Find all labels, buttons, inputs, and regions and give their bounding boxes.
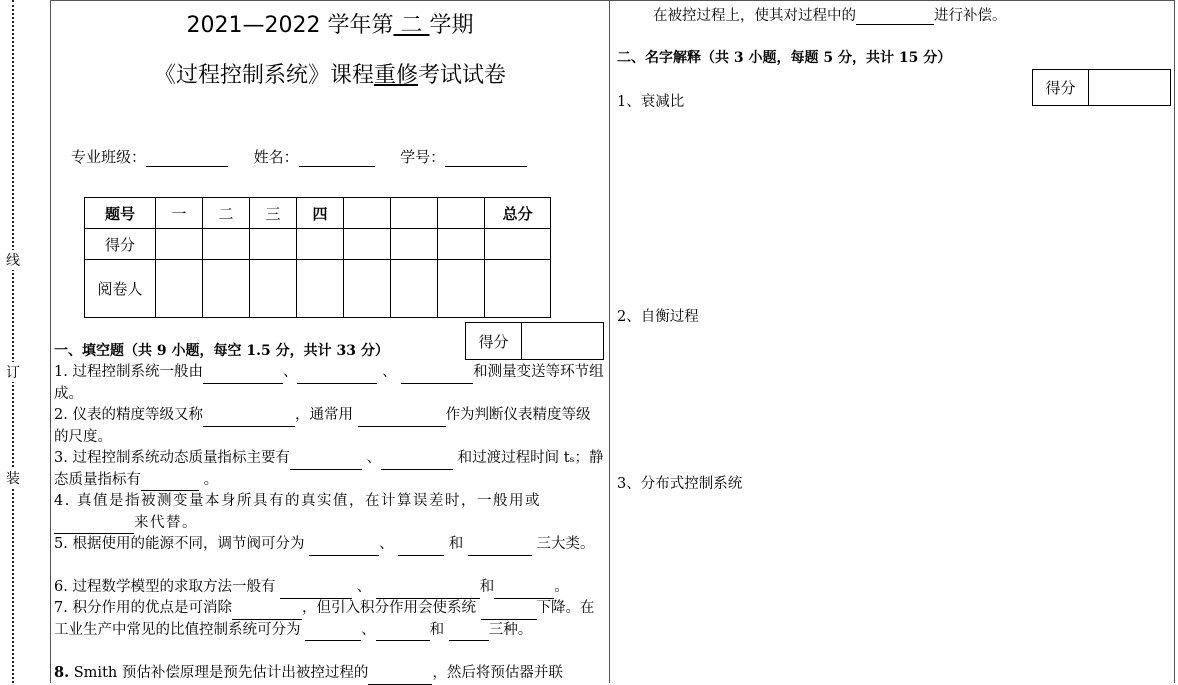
student-id-blank[interactable] [445, 151, 527, 167]
score-table-score-row: 得分 [85, 229, 551, 260]
student-id-label: 学号： [400, 148, 446, 166]
question-2: 2. 仪表的精度等级又称 ，通常用 作为判断仪表精度等级的尺度。 [54, 407, 591, 445]
section2-score-box [1032, 69, 1171, 106]
section2-score-value[interactable] [1089, 70, 1170, 105]
term-item-2: 2、自衡过程 [617, 309, 699, 325]
score-table-grader-row: 阅卷人 [85, 260, 551, 318]
question-8: 8. Smith 预估补偿原理是预先估计出被控过程的 ，然后将预估器并联 [54, 662, 604, 685]
student-info-line [71, 146, 527, 167]
right-column [609, 0, 1175, 683]
question-8-continuation: 在被控过程上，使其对过程中的 进行补偿。 [653, 8, 1007, 24]
major-label: 专业班级： [71, 148, 147, 166]
question-6: 6. 过程数学模型的求取方法一般有 、 和 。 [54, 577, 604, 599]
binding-label-xian: 线 [6, 250, 20, 270]
exam-year-title: 2021—2022 学年第 二 学期 [186, 13, 474, 38]
major-blank[interactable] [146, 151, 228, 167]
question-7: 7. 积分作用的优点是可消除 ，但引入积分作用会使系统 下降。在工业生产中常见的比值控制系统可分为 、 和 三种。 [54, 598, 604, 641]
question-1: 1. 过程控制系统一般由 、 、 和测量变送等环节组成。 [54, 364, 604, 402]
name-blank[interactable] [299, 151, 375, 167]
score-table-header-row: 题号 一 二 三 四 总分 [85, 198, 551, 229]
section2-score-label: 得分 [1033, 70, 1089, 105]
name-label: 姓名： [253, 148, 299, 166]
question-4: 4. 真值是指被测变量本身所具有的真实值，在计算误差时，一般用或 来代替。 [54, 491, 604, 534]
binding-label-zhuang: 装 [6, 468, 20, 488]
binding-label-ding: 订 [6, 362, 20, 382]
question-3: 3. 过程控制系统动态质量指标主要有 、 和过渡过程时间 tₛ；静态质量指标有 。 [54, 448, 604, 491]
left-column [50, 0, 610, 683]
term-item-1: 1、衰减比 [617, 94, 685, 110]
section2-heading: 二、名字解释（共 3 小题，每题 5 分，共计 15 分） [617, 50, 952, 66]
binding-dotted-line [12, 0, 18, 683]
term-item-3: 3、分布式控制系统 [617, 476, 743, 492]
exam-course-title: 《过程控制系统》课程重修考试试卷 [153, 63, 507, 88]
section1-score-value[interactable] [522, 323, 603, 359]
score-summary-table [84, 197, 551, 318]
section1-score-label: 得分 [466, 323, 522, 359]
section1-heading: 一、填空题（共 9 小题，每空 1.5 分，共计 33 分） [54, 343, 389, 359]
question-5: 5. 根据使用的能源不同，调节阀可分为 、 和 三大类。 [54, 534, 604, 556]
section1-score-box [465, 322, 604, 360]
